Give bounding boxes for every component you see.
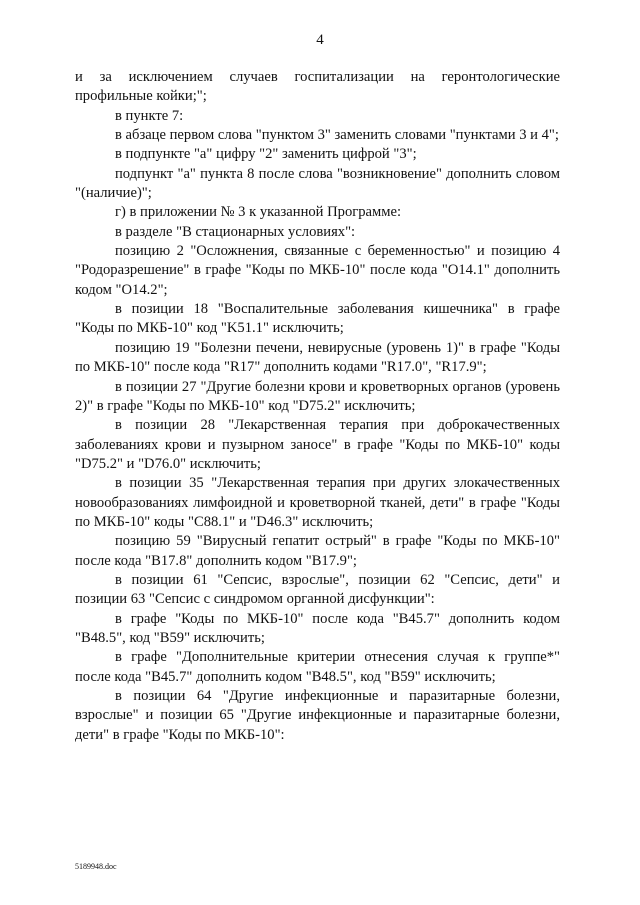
paragraph: в позиции 18 "Воспалительные заболевания кишечника" в графе "Коды по МКБ-10" код "K51.1" исключить; <box>75 301 560 337</box>
paragraph: подпункт "а" пункта 8 после слова "возникновение" дополнить словом "(наличие)"; <box>75 165 560 202</box>
paragraph: в графе "Дополнительные критерии отнесения случая к группе*" после кода "B45.7" дополнить кодом "B48.5", код "B59" исключить; <box>75 649 560 685</box>
paragraph: в позиции 27 "Другие болезни крови и кроветворных органов (уровень 2)" в графе "Коды по МКБ-10" код "D75.2" исключить; <box>75 378 560 414</box>
paragraph: в подпункте "а" цифру "2" заменить цифрой "3"; <box>115 146 417 163</box>
paragraph: позицию 59 "Вирусный гепатит острый" в графе "Коды по МКБ-10" после кода "B17.8" дополнить кодом "B17.9"; <box>75 533 560 569</box>
page-number: 4 <box>316 32 324 48</box>
paragraph-continuation: и за исключением случаев госпитализации на геронтологические профильные койки;"; <box>75 69 560 105</box>
footer-filename: 5189948.doc <box>75 862 117 871</box>
paragraph: в позиции 64 "Другие инфекционные и паразитарные болезни, взрослые" и позиции 65 "Другие инфекционные и паразитарные болезни, дети" в графе "Коды по МКБ-10": <box>75 688 560 743</box>
paragraph: в графе "Коды по МКБ-10" после кода "B45.7" дополнить кодом "B48.5", код "B59" исключить; <box>75 610 560 646</box>
paragraph: позицию 2 "Осложнения, связанные с беременностью" и позицию 4 "Родоразрешение" в графе "Коды по МКБ-10" после кода "O14.1" дополнить кодом "O14.2"; <box>75 243 560 298</box>
paragraph: позицию 19 "Болезни печени, невирусные (уровень 1)" в графе "Коды по МКБ-10" после кода "R17" дополнить кодами "R17.0", "R17.9"; <box>75 339 560 376</box>
paragraph: в пункте 7: <box>115 107 184 124</box>
paragraph: в позиции 28 "Лекарственная терапия при доброкачественных заболеваниях крови и пузырном заносе" в графе "Коды по МКБ-10" коды "D75.2" и "D76.0" исключить; <box>75 417 560 472</box>
paragraph: в позиции 61 "Сепсис, взрослые", позиции 62 "Сепсис, дети" и позиции 63 "Сепсис с синдромом органной дисфункции": <box>75 571 560 608</box>
paragraph: в разделе "В стационарных условиях": <box>115 223 356 240</box>
document-body <box>75 68 560 745</box>
paragraph: г) в приложении № 3 к указанной Программе: <box>115 204 402 221</box>
paragraph: в позиции 35 "Лекарственная терапия при других злокачественных новообразованиях лимфоидной и кроветворной тканей, дети" в графе "Коды по МКБ-10" коды "C88.1" и "D46.3" исключить; <box>75 475 560 530</box>
paragraph: в абзаце первом слова "пунктом 3" заменить словами "пунктами 3 и 4"; <box>115 127 559 144</box>
